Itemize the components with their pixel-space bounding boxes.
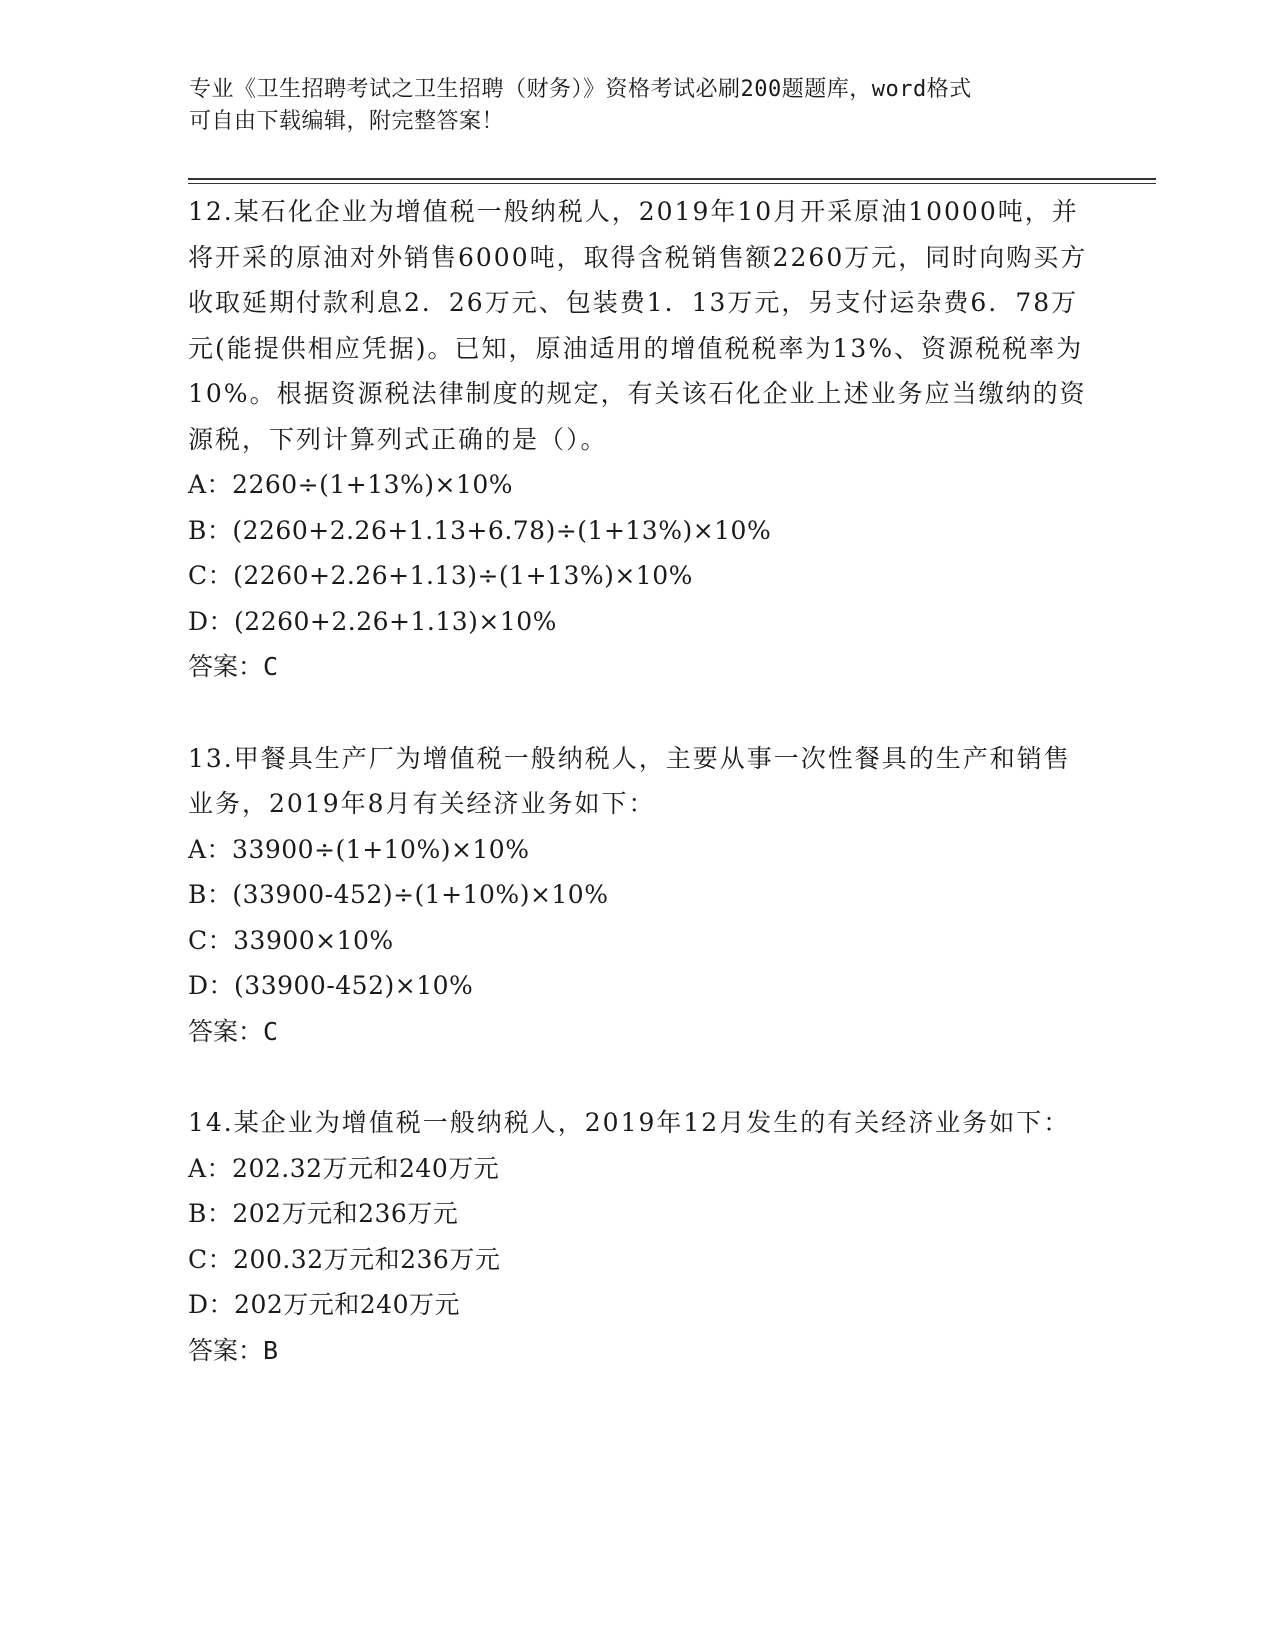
- answer-line: 答案：C: [188, 1016, 279, 1046]
- option-c: C：33900×10%: [188, 925, 394, 955]
- header-divider-thick: [188, 178, 1156, 180]
- question-stem: 13.甲餐具生产厂为增值税一般纳税人，主要从事一次性餐具的生产和销售业务，2019年8月有关经济业务如下：: [188, 743, 1071, 818]
- option-c: C：200.32万元和236万元: [188, 1244, 501, 1274]
- question-12: [188, 189, 1088, 690]
- question-stem: 14.某企业为增值税一般纳税人，2019年12月发生的有关经济业务如下：: [188, 1108, 1071, 1137]
- document-header: [189, 74, 1069, 138]
- option-d: D：(2260+2.26+1.13)×10%: [188, 606, 557, 636]
- header-line-1: 专业《卫生招聘考试之卫生招聘（财务）》资格考试必刷200题题库，word格式: [189, 77, 972, 102]
- option-a: A：2260÷(1+13%)×10%: [188, 470, 514, 499]
- option-d: D：(33900-452)×10%: [188, 971, 474, 1000]
- question-list: [188, 189, 1088, 1419]
- option-a: A：33900÷(1+10%)×10%: [188, 834, 530, 864]
- question-stem: 12.某石化企业为增值税一般纳税人，2019年10月开采原油10000吨，并将开采的原油对外销售6000吨，取得含税销售额2260万元，同时向购买方收取延期付款利息2．26万元、包装费1．13万元，另支付运杂费6．78万元(能提供相应凭据)。已知，原油适用的增值税税率为13%、资源税税率为10%。根据资源税法律制度的规定，有关该石化企业上述业务应当缴纳的资源税，下列计算列式正确的是（）。: [188, 197, 1088, 454]
- answer-line: 答案：C: [188, 652, 279, 681]
- option-d: D：202万元和240万元: [188, 1290, 460, 1319]
- option-c: C：(2260+2.26+1.13)÷(1+13%)×10%: [188, 561, 693, 590]
- question-13: [188, 736, 1088, 1055]
- answer-line: 答案：B: [188, 1335, 279, 1365]
- option-b: B：(2260+2.26+1.13+6.78)÷(1+13%)×10%: [188, 515, 772, 545]
- option-b: B：(33900-452)÷(1+10%)×10%: [188, 880, 609, 909]
- option-a: A：202.32万元和240万元: [188, 1153, 500, 1183]
- header-line-2: 可自由下载编辑，附完整答案！: [189, 109, 505, 134]
- option-b: B：202万元和236万元: [188, 1199, 459, 1228]
- header-divider-thin: [188, 183, 1156, 184]
- question-14: [188, 1100, 1088, 1373]
